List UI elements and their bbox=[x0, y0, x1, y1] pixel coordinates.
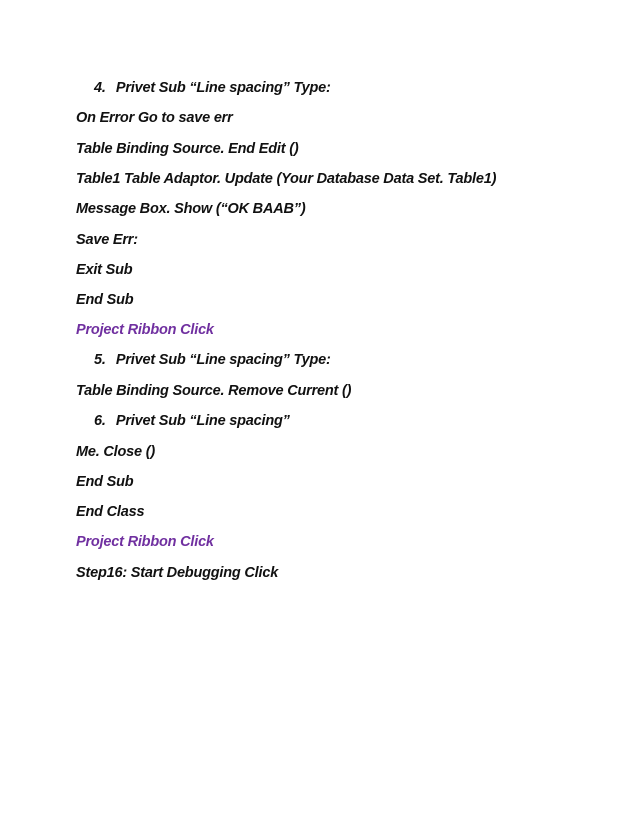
numbered-step-4 bbox=[94, 79, 331, 97]
code-line-exit-sub: Exit Sub bbox=[76, 262, 133, 278]
code-line-on-error: On Error Go to save err bbox=[76, 110, 233, 126]
step-text: Privet Sub “Line spacing” bbox=[115, 413, 290, 429]
step16-start-debugging: Step16: Start Debugging Click bbox=[76, 565, 279, 581]
step-text: Privet Sub “Line spacing” Type: bbox=[115, 352, 331, 368]
code-line-table-update: Table1 Table Adaptor. Update (Your Database Data Set. Table1) bbox=[76, 171, 497, 187]
code-line-end-sub: End Sub bbox=[76, 292, 134, 308]
code-line-end-sub-2: End Sub bbox=[76, 474, 134, 490]
project-ribbon-click-link[interactable]: Project Ribbon Click bbox=[76, 322, 214, 338]
code-line-save-err: Save Err: bbox=[76, 232, 138, 248]
code-line-end-edit: Table Binding Source. End Edit () bbox=[76, 141, 299, 157]
code-line-remove-current: Table Binding Source. Remove Current () bbox=[76, 383, 352, 399]
code-line-end-class: End Class bbox=[76, 504, 145, 520]
step-number: 5. bbox=[94, 352, 106, 368]
numbered-step-5 bbox=[94, 351, 331, 369]
step-number: 6. bbox=[94, 413, 106, 429]
code-line-me-close: Me. Close () bbox=[76, 444, 155, 460]
code-line-message-box: Message Box. Show (“OK BAAB”) bbox=[76, 201, 306, 217]
step-text: Privet Sub “Line spacing” Type: bbox=[115, 80, 331, 96]
step-number: 4. bbox=[94, 80, 106, 96]
numbered-step-6 bbox=[94, 412, 290, 430]
project-ribbon-click-link-2[interactable]: Project Ribbon Click bbox=[76, 534, 214, 550]
